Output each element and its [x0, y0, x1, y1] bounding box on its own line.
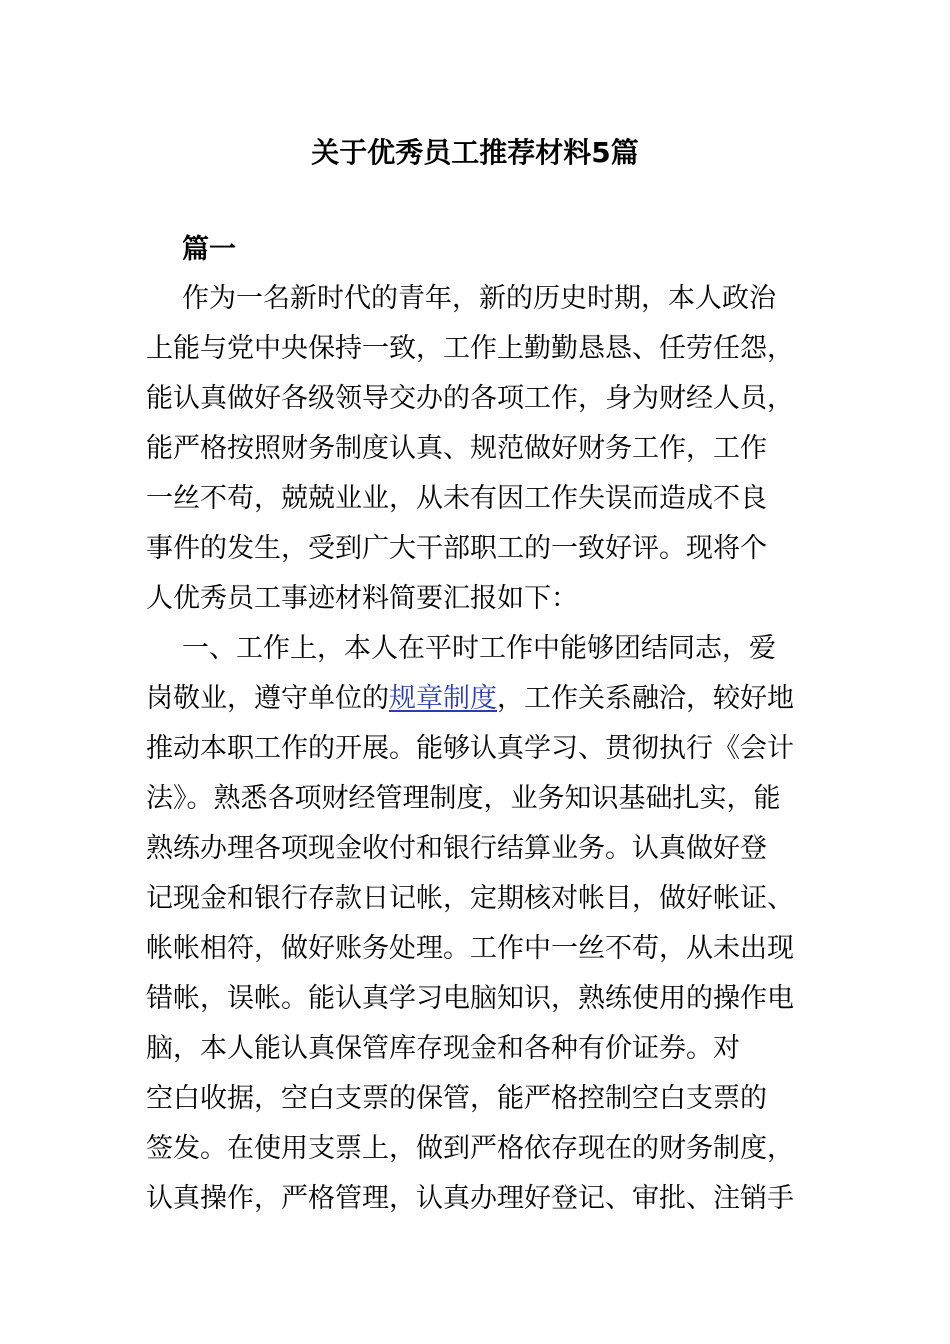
- document-title: 关于优秀员工推荐材料5篇: [311, 136, 639, 169]
- paragraph-line: 认真操作，严格管理，认真办理好登记、审批、注销手: [146, 1183, 794, 1214]
- section-heading: 篇一: [182, 234, 236, 265]
- paragraph-line: 记现金和银行存款日记帐，定期核对帐目，做好帐证、: [146, 883, 794, 914]
- paragraph-line: 空白收据，空白支票的保管，能严格控制空白支票的: [146, 1083, 767, 1114]
- paragraph-line: 能认真做好各级领导交办的各项工作，身为财经人员，: [146, 383, 794, 414]
- paragraph-line: 法》。熟悉各项财经管理制度，业务知识基础扎实，能: [146, 783, 781, 814]
- paragraph-line: 能严格按照财务制度认真、规范做好财务工作，工作: [146, 433, 767, 464]
- paragraph-line: 上能与党中央保持一致，工作上勤勤恳恳、任劳任怨，: [146, 333, 794, 364]
- paragraph-line: 熟练办理各项现金收付和银行结算业务。认真做好登: [146, 833, 767, 864]
- paragraph-line: 一、工作上，本人在平时工作中能够团结同志，爱: [182, 633, 776, 664]
- line-text-after-link: ，工作关系融洽，较好地: [497, 683, 794, 714]
- paragraph-line: 一丝不苟，兢兢业业，从未有因工作失误而造成不良: [146, 483, 767, 514]
- paragraph-line: 人优秀员工事迹材料简要汇报如下：: [146, 583, 578, 614]
- paragraph-line: 事件的发生，受到广大干部职工的一致好评。现将个: [146, 533, 767, 564]
- paragraph-line: 帐帐相符，做好账务处理。工作中一丝不苟，从未出现: [146, 933, 794, 964]
- paragraph-line: 推动本职工作的开展。能够认真学习、贯彻执行《会计: [146, 733, 794, 764]
- paragraph-line-with-link: [146, 679, 794, 719]
- paragraph-line: 作为一名新时代的青年，新的历史时期，本人政治: [182, 283, 776, 314]
- paragraph-line: 签发。在使用支票上，做到严格依存现在的财务制度，: [146, 1133, 794, 1164]
- line-text-before-link: 岗敬业，遵守单位的: [146, 683, 389, 714]
- paragraph-line: 脑，本人能认真保管库存现金和各种有价证券。对: [146, 1033, 740, 1064]
- rules-link[interactable]: 规章制度: [389, 683, 497, 714]
- paragraph-line: 错帐，误帐。能认真学习电脑知识，熟练使用的操作电: [146, 983, 794, 1014]
